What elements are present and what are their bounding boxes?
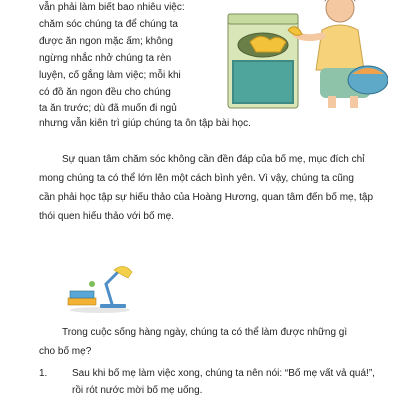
intro-line: chăm sóc chúng ta để chúng ta [39, 18, 178, 30]
paragraph-2-line: Trong cuộc sống hàng ngày, chúng ta có thể làm được những gì [62, 327, 348, 338]
intro-line: ngừng nhắc nhở chúng ta rèn [39, 52, 172, 64]
paragraph-1-line: Sự quan tâm chăm sóc không cần đền đáp của bố mẹ, mục đích chỉ [62, 154, 365, 165]
intro-line: vẫn phải làm biết bao nhiêu việc: [39, 2, 185, 13]
intro-line: ta ăn trước; dù đã muốn đi ngủ [39, 103, 177, 115]
desk-lamp-illustration [60, 260, 150, 315]
intro-line: luyện, cố gắng làm việc; mỗi khi [39, 69, 181, 81]
intro-line: được ăn ngon mặc ấm; không [39, 35, 173, 47]
paragraph-2-line: cho bố mẹ? [39, 346, 92, 357]
book [68, 298, 96, 305]
intro-line: có đồ ăn ngon đều cho chúng [39, 86, 171, 98]
paragraph-1-line: cần phải học tập sự hiếu thảo của Hoàng Hương, quan tâm đến bố mẹ, tập [39, 192, 374, 203]
paragraph-1-line: thói quen hiếu thảo với bố mẹ. [39, 211, 174, 222]
list-item-number: 1. [39, 368, 48, 379]
intro-continuation: nhưng vẫn kiên trì giúp chúng ta ôn tập bài học. [39, 118, 251, 129]
book [70, 291, 94, 298]
paragraph-2 [39, 323, 384, 361]
paragraph-1-line: mong chúng ta có thể lớn lên một cách bình yên. Vì vậy, chúng ta cũng [39, 173, 354, 184]
list-item-text [72, 365, 375, 399]
girl-washing-machine-illustration [218, 0, 388, 110]
paragraph-1 [39, 150, 384, 226]
intro-paragraph [39, 0, 199, 118]
list-item-line: Sau khi bố mẹ làm việc xong, chúng ta nên nói: “Bố mẹ vất vả quá!”, [72, 368, 375, 379]
list-item-line: rồi rót nước mời bố mẹ uống. [72, 385, 203, 396]
